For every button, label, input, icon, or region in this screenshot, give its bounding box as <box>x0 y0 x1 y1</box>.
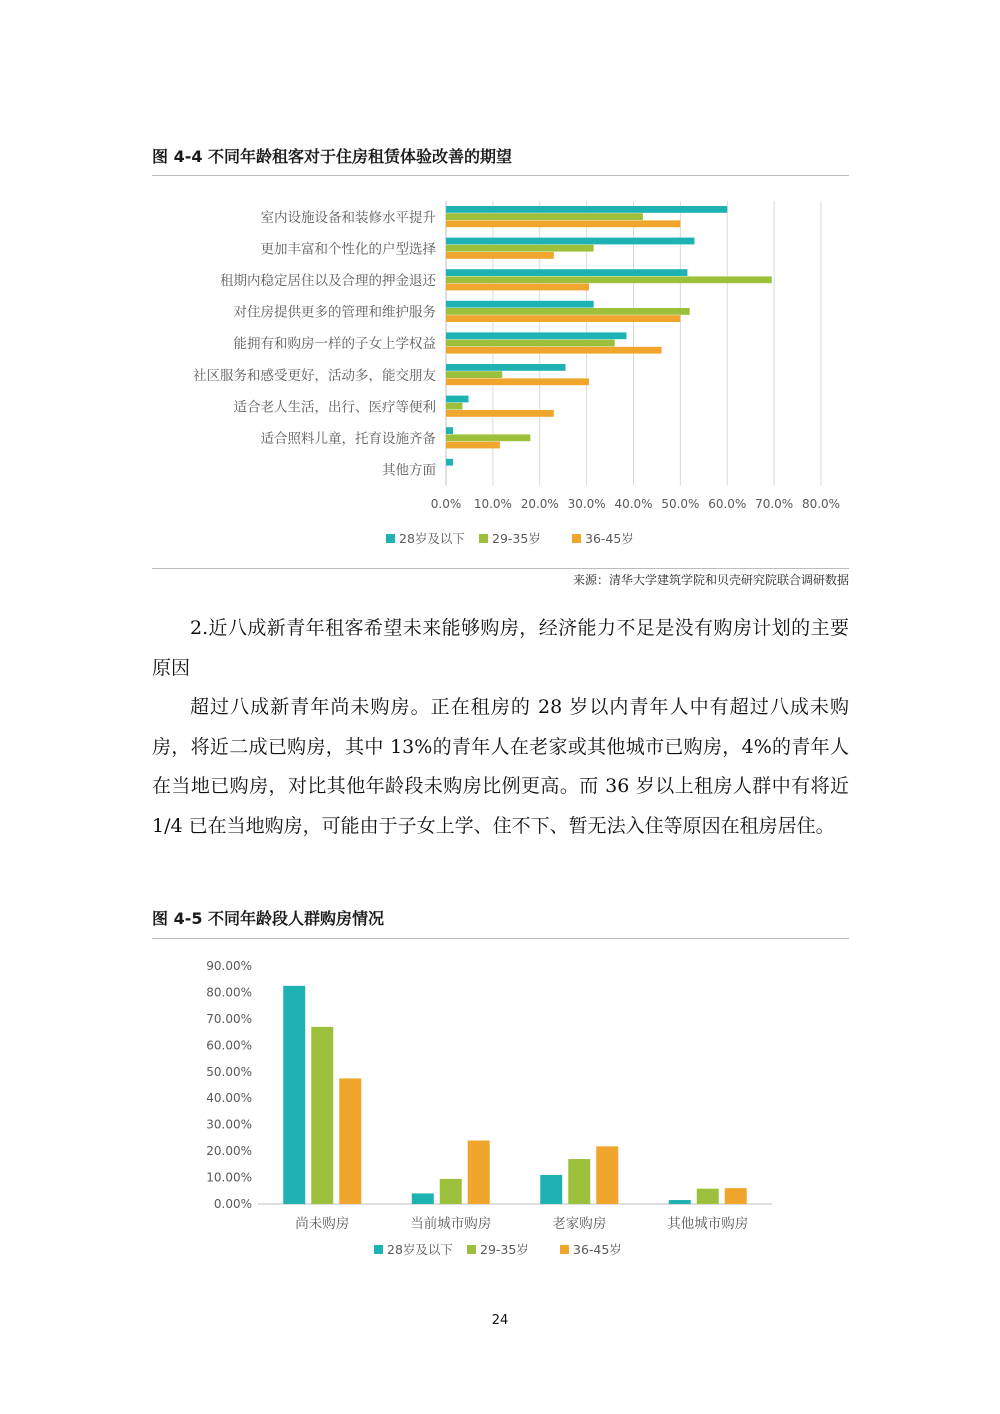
bar <box>446 442 500 449</box>
category-label: 适合老人生活，出行、医疗等便利 <box>233 399 436 416</box>
bar <box>540 1175 562 1204</box>
category-label: 更加丰富和个性化的户型选择 <box>260 241 436 258</box>
figure-title: 图 4-5 不同年龄段人群购房情况 <box>152 909 385 928</box>
bar <box>412 1193 434 1204</box>
y-tick-label: 90.00% <box>206 959 252 973</box>
y-tick-label: 60.00% <box>206 1038 252 1053</box>
page-number: 24 <box>491 1313 509 1328</box>
horizontal-bar-chart <box>150 185 850 560</box>
bar <box>311 1027 333 1204</box>
legend-label: 36-45岁 <box>573 1242 622 1257</box>
body-paragraph: 超过八成新青年尚未购房。正在租房的 28 岁以内青年人中有超过八成未购房，将近二成已购房，其中 13%的青年人在老家或其他城市已购房，4%的青年人在当地已购房，对比其他年龄段未购房比例更高。而 36 岁以上租房人群中有将近 1/4 已在当地购房，可能由于子女上学、住不下、暂无法入住等原因在租房居住。 <box>152 696 849 837</box>
bar <box>446 301 594 308</box>
legend-label: 29-35岁 <box>492 531 541 546</box>
x-category-label: 尚未购房 <box>295 1216 350 1232</box>
category-label: 室内设施设备和装修水平提升 <box>260 209 436 226</box>
bar <box>725 1188 747 1204</box>
bar <box>446 396 469 403</box>
x-tick-label: 80.0% <box>801 497 841 511</box>
x-category-label: 当前城市购房 <box>410 1216 492 1232</box>
bar <box>446 206 727 213</box>
bar <box>446 238 694 245</box>
bar <box>446 276 772 283</box>
bar <box>468 1141 490 1204</box>
x-tick-label: 50.0% <box>661 497 700 511</box>
x-tick-label: 10.0% <box>473 497 512 511</box>
x-category-label: 老家购房 <box>552 1216 607 1232</box>
x-tick-label: 30.0% <box>567 497 606 511</box>
bar <box>446 315 680 322</box>
bar <box>446 332 626 339</box>
bar <box>446 410 554 417</box>
figure-bottom-rule <box>152 568 849 569</box>
legend-swatch <box>374 1245 383 1254</box>
category-label: 对住房提供更多的管理和维护服务 <box>233 304 436 321</box>
figure-top-rule <box>152 175 849 176</box>
bar <box>283 986 305 1204</box>
category-label: 其他方面 <box>382 462 436 479</box>
bar <box>446 459 453 466</box>
bar <box>339 1078 361 1204</box>
x-tick-label: 40.0% <box>614 497 653 511</box>
x-category-label: 其他城市购房 <box>667 1216 749 1232</box>
bar <box>446 347 662 354</box>
bar <box>697 1189 719 1204</box>
bar <box>669 1200 691 1204</box>
bar <box>446 269 687 276</box>
legend-swatch <box>386 534 395 543</box>
legend-label: 29-35岁 <box>480 1242 529 1257</box>
legend-swatch <box>467 1245 476 1254</box>
bar <box>446 284 589 291</box>
bar <box>446 252 554 259</box>
legend-label: 28岁及以下 <box>399 531 465 546</box>
bar <box>446 213 643 220</box>
bar <box>446 371 502 378</box>
bar <box>568 1159 590 1204</box>
vertical-bar-chart <box>150 950 850 1270</box>
figure-top-rule <box>152 938 849 939</box>
bar <box>446 308 690 315</box>
figure-title: 图 4-4 不同年龄租客对于住房租赁体验改善的期望 <box>152 147 513 166</box>
bar <box>446 403 462 410</box>
y-tick-label: 50.00% <box>206 1064 252 1079</box>
y-tick-label: 80.00% <box>206 985 252 1000</box>
y-tick-label: 20.00% <box>206 1144 252 1159</box>
legend-swatch <box>572 534 581 543</box>
bar <box>446 434 530 441</box>
bar <box>446 220 680 227</box>
category-label: 适合照料儿童，托育设施齐备 <box>260 431 436 447</box>
x-tick-label: 60.0% <box>708 497 747 511</box>
category-label: 租期内稳定居住以及合理的押金退还 <box>220 273 436 289</box>
y-tick-label: 40.00% <box>206 1091 252 1106</box>
x-tick-label: 70.0% <box>755 497 794 511</box>
legend-label: 36-45岁 <box>585 531 634 546</box>
y-tick-label: 30.00% <box>206 1117 252 1132</box>
category-label: 社区服务和感受更好，活动多，能交朋友 <box>193 367 436 384</box>
bar <box>446 364 566 371</box>
bar <box>446 378 589 385</box>
legend-label: 28岁及以下 <box>387 1242 453 1257</box>
legend-swatch <box>479 534 488 543</box>
bar <box>446 340 615 347</box>
x-tick-label: 0.0% <box>430 497 462 511</box>
bar <box>446 427 453 434</box>
bar <box>446 245 594 252</box>
section-heading-paragraph: 2.近八成新青年租客希望未来能够购房，经济能力不足是没有购房计划的主要原因 <box>152 617 849 679</box>
legend-swatch <box>560 1245 569 1254</box>
y-tick-label: 10.00% <box>206 1170 252 1185</box>
bar <box>440 1179 462 1204</box>
figure-source: 来源：清华大学建筑学院和贝壳研究院联合调研数据 <box>572 573 849 587</box>
y-tick-label: 0.00% <box>213 1197 252 1211</box>
x-tick-label: 20.0% <box>520 497 559 511</box>
y-tick-label: 70.00% <box>206 1011 252 1026</box>
category-label: 能拥有和购房一样的子女上学权益 <box>233 336 436 353</box>
bar <box>596 1146 618 1204</box>
